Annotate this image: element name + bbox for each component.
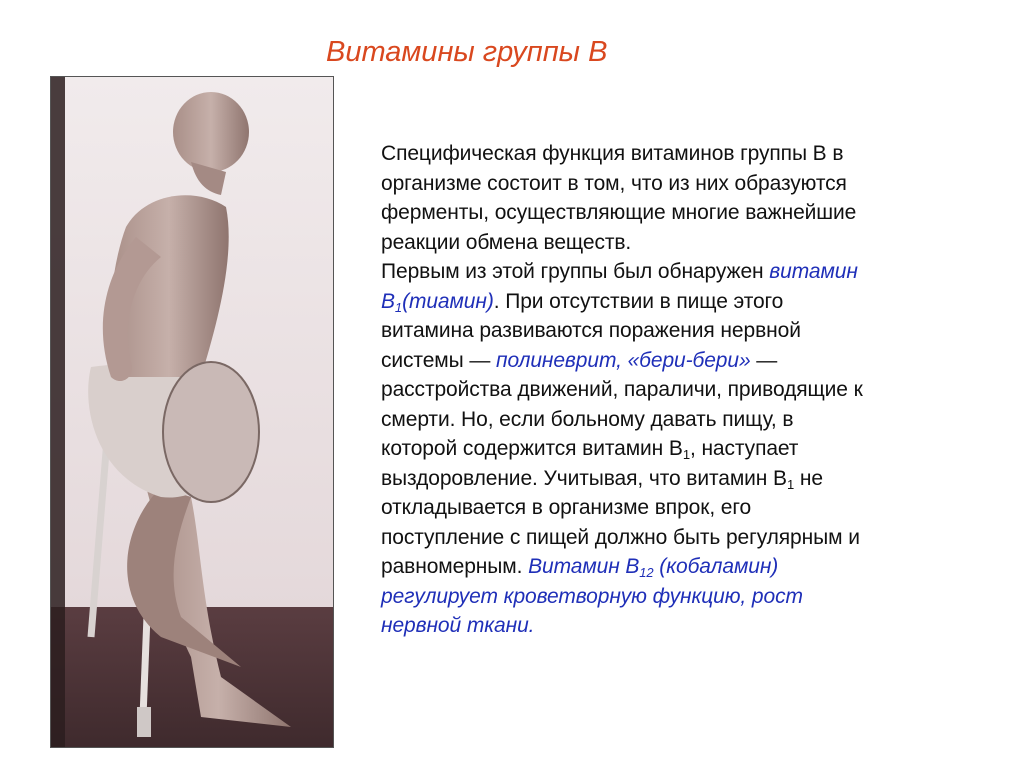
vitamin-b1-term: витамин xyxy=(769,260,858,283)
b1-subscript: 1 xyxy=(682,447,690,462)
text-line: ферменты, осуществляющие многие важнейшие xyxy=(381,201,857,224)
text-fragment: которой содержится витамин В xyxy=(381,437,683,460)
cobalamin-term: (кобаламин) xyxy=(653,555,779,578)
text-fragment: — xyxy=(750,348,778,372)
text-line xyxy=(381,287,981,317)
text-line: поступление с пищей должно быть регулярным и xyxy=(381,525,860,549)
text-fragment: . При отсутствии в пище этого xyxy=(493,289,784,313)
text-line: смерти. Но, если больному давать пищу, в xyxy=(381,407,794,431)
body-text xyxy=(381,139,981,641)
text-fragment: , наступает xyxy=(689,437,799,460)
beriberi-term: полиневрит, «бери-бери» xyxy=(496,348,751,372)
text-fragment: выздоровление. Учитывая, что витамин В xyxy=(381,466,787,490)
text-line: витамина развиваются поражения нервной xyxy=(381,319,801,342)
text-line: нервной ткани. xyxy=(381,614,535,637)
text-line xyxy=(381,346,981,376)
vitamin-b1-letter: В xyxy=(381,289,395,313)
text-line: реакции обмена веществ. xyxy=(381,230,632,254)
text-fragment: Первым из этой группы был обнаружен xyxy=(381,260,770,283)
photo-illustration xyxy=(51,77,333,747)
text-fragment: системы — xyxy=(381,348,496,372)
text-line: откладывается в организме впрок, его xyxy=(381,496,752,519)
vitamin-b12-term: Витамин В xyxy=(528,555,640,578)
text-line: организме состоит в том, что из них образуются xyxy=(381,171,847,195)
b1-subscript: 1 xyxy=(786,476,795,492)
beriberi-patient-photo xyxy=(50,76,334,748)
text-line xyxy=(381,552,981,582)
text-line xyxy=(381,434,981,464)
text-fragment: не xyxy=(794,466,823,490)
vitamin-b12-subscript: 12 xyxy=(639,565,654,580)
text-fragment: равномерным. xyxy=(381,555,529,578)
text-line: регулирует кроветворную функцию, рост xyxy=(381,584,803,608)
text-line xyxy=(381,257,981,287)
vitamin-b1-subscript: 1 xyxy=(394,299,403,315)
text-line: расстройства движений, параличи, приводящие к xyxy=(381,378,863,401)
text-line xyxy=(381,464,981,494)
text-line: Специфическая функция витаминов группы В в xyxy=(381,142,844,165)
slide-title: Витамины группы В xyxy=(326,36,608,68)
thiamin-term: (тиамин) xyxy=(402,289,494,313)
